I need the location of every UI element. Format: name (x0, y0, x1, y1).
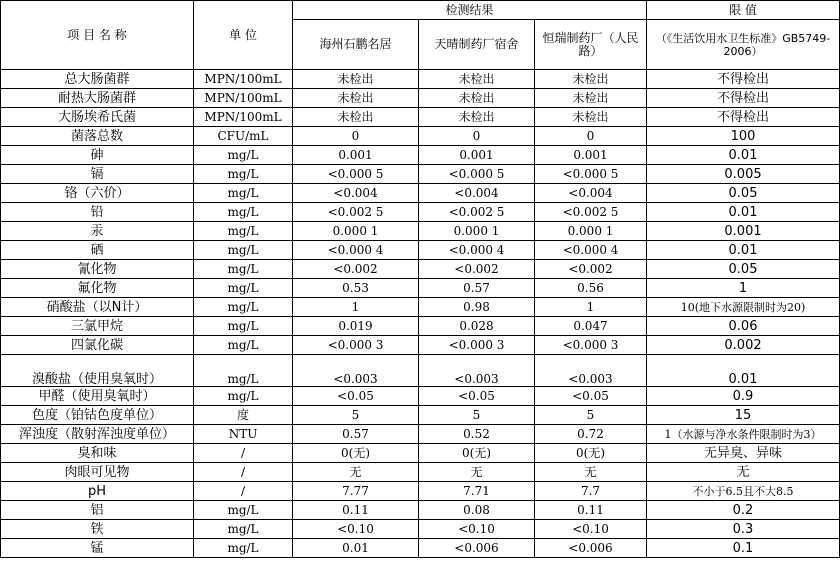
limit-cell: 15 (647, 406, 840, 425)
unit-cell: mg/L (194, 165, 293, 184)
item-cell: 臭和味 (1, 444, 194, 463)
result-site-2-cell: <0.10 (419, 520, 535, 539)
result-site-2-cell: <0.05 (419, 387, 535, 406)
unit-cell: / (194, 463, 293, 482)
limit-cell: 不得检出 (647, 108, 840, 127)
result-site-1-cell: <0.05 (293, 387, 419, 406)
unit-cell: / (194, 444, 293, 463)
result-site-1-cell: 0.000 1 (293, 222, 419, 241)
limit-cell: 0.2 (647, 501, 840, 520)
limit-cell: 0.01 (647, 241, 840, 260)
result-site-2-cell: 未检出 (419, 89, 535, 108)
result-site-1-cell: 0.01 (293, 539, 419, 558)
item-cell: 锰 (1, 539, 194, 558)
result-site-2-cell: <0.006 (419, 539, 535, 558)
result-site-1-cell: <0.004 (293, 184, 419, 203)
limit-cell: 0.01 (647, 146, 840, 165)
table-row (1, 317, 840, 336)
result-site-2-cell: 未检出 (419, 108, 535, 127)
item-cell: 氰化物 (1, 260, 194, 279)
table-row (1, 127, 840, 146)
table-row (1, 89, 840, 108)
item-cell: 耐热大肠菌群 (1, 89, 194, 108)
item-cell: 镉 (1, 165, 194, 184)
table-row (1, 425, 840, 444)
table-row (1, 539, 840, 558)
limit-cell: 0.002 (647, 336, 840, 355)
item-cell: 大肠埃希氏菌 (1, 108, 194, 127)
item-cell: 铝 (1, 501, 194, 520)
table-row (1, 165, 840, 184)
unit-cell: mg/L (194, 298, 293, 317)
result-site-1-cell: <0.10 (293, 520, 419, 539)
limit-cell: 0.001 (647, 222, 840, 241)
result-site-1-cell: 0.001 (293, 146, 419, 165)
limit-cell: 0.05 (647, 184, 840, 203)
table-row (1, 298, 840, 317)
table-row (1, 184, 840, 203)
result-site-2-cell: <0.004 (419, 184, 535, 203)
unit-cell: mg/L (194, 539, 293, 558)
result-site-3-cell: 0.56 (535, 279, 647, 298)
item-cell: 三氯甲烷 (1, 317, 194, 336)
result-site-3-cell: 0.001 (535, 146, 647, 165)
table-row (1, 444, 840, 463)
unit-cell: mg/L (194, 222, 293, 241)
result-site-1-cell: 未检出 (293, 89, 419, 108)
result-site-2-cell: 0.001 (419, 146, 535, 165)
table-body (1, 70, 840, 558)
result-site-2-cell: <0.000 3 (419, 336, 535, 355)
table-row (1, 241, 840, 260)
unit-cell: mg/L (194, 279, 293, 298)
limit-cell: 0.3 (647, 520, 840, 539)
limit-cell: 无 (647, 463, 840, 482)
unit-cell: mg/L (194, 355, 293, 387)
table-row (1, 222, 840, 241)
header-unit: 单 位 (194, 1, 293, 70)
result-site-3-cell: <0.10 (535, 520, 647, 539)
table-row (1, 501, 840, 520)
unit-cell: mg/L (194, 387, 293, 406)
limit-cell: 0.005 (647, 165, 840, 184)
result-site-2-cell: 5 (419, 406, 535, 425)
result-site-3-cell: 未检出 (535, 89, 647, 108)
result-site-1-cell: 无 (293, 463, 419, 482)
header-limit-standard: （《生活饮用水卫生标准》GB5749-2006） (647, 20, 840, 70)
result-site-3-cell: <0.002 5 (535, 203, 647, 222)
result-site-1-cell: <0.000 5 (293, 165, 419, 184)
unit-cell: 度 (194, 406, 293, 425)
item-cell: 铁 (1, 520, 194, 539)
result-site-2-cell: 7.71 (419, 482, 535, 501)
limit-cell: 1 (647, 279, 840, 298)
unit-cell: MPN/100mL (194, 89, 293, 108)
result-site-3-cell: <0.004 (535, 184, 647, 203)
result-site-2-cell: 0(无) (419, 444, 535, 463)
result-site-3-cell: 1 (535, 298, 647, 317)
result-site-2-cell: <0.002 5 (419, 203, 535, 222)
result-site-3-cell: <0.003 (535, 355, 647, 387)
item-cell: 溴酸盐（使用臭氧时） (1, 355, 194, 387)
result-site-3-cell: 0.000 1 (535, 222, 647, 241)
result-site-1-cell: 0.53 (293, 279, 419, 298)
result-site-1-cell: 0.019 (293, 317, 419, 336)
item-cell: pH (1, 482, 194, 501)
result-site-1-cell: <0.000 3 (293, 336, 419, 355)
item-cell: 肉眼可见物 (1, 463, 194, 482)
result-site-2-cell: 0.98 (419, 298, 535, 317)
unit-cell: mg/L (194, 520, 293, 539)
result-site-1-cell: 0 (293, 127, 419, 146)
result-site-1-cell: 1 (293, 298, 419, 317)
item-cell: 四氯化碳 (1, 336, 194, 355)
table-row (1, 260, 840, 279)
limit-cell: 10(地下水源限制时为20) (647, 298, 840, 317)
result-site-3-cell: 0 (535, 127, 647, 146)
result-site-3-cell: <0.000 3 (535, 336, 647, 355)
result-site-2-cell: <0.000 5 (419, 165, 535, 184)
item-cell: 硝酸盐（以N计） (1, 298, 194, 317)
result-site-2-cell: 无 (419, 463, 535, 482)
unit-cell: mg/L (194, 184, 293, 203)
result-site-2-cell: 0.028 (419, 317, 535, 336)
result-site-1-cell: <0.002 5 (293, 203, 419, 222)
header-limit-title: 限 值 (647, 1, 840, 20)
result-site-2-cell: 0 (419, 127, 535, 146)
header-item: 项 目 名 称 (1, 1, 194, 70)
unit-cell: mg/L (194, 317, 293, 336)
table-row (1, 336, 840, 355)
item-cell: 铅 (1, 203, 194, 222)
result-site-1-cell: 未检出 (293, 108, 419, 127)
result-site-3-cell: <0.002 (535, 260, 647, 279)
result-site-2-cell: <0.002 (419, 260, 535, 279)
item-cell: 汞 (1, 222, 194, 241)
unit-cell: mg/L (194, 241, 293, 260)
limit-cell: 不得检出 (647, 70, 840, 89)
table-row (1, 520, 840, 539)
unit-cell: mg/L (194, 501, 293, 520)
limit-cell: 0.05 (647, 260, 840, 279)
result-site-1-cell: <0.003 (293, 355, 419, 387)
item-cell: 砷 (1, 146, 194, 165)
result-site-2-cell: 0.000 1 (419, 222, 535, 241)
limit-cell: 0.01 (647, 203, 840, 222)
result-site-3-cell: 5 (535, 406, 647, 425)
unit-cell: MPN/100mL (194, 108, 293, 127)
header-site-2: 天晴制药厂宿舍 (419, 20, 535, 70)
result-site-2-cell: 未检出 (419, 70, 535, 89)
table-row (1, 70, 840, 89)
result-site-3-cell: <0.000 4 (535, 241, 647, 260)
unit-cell: MPN/100mL (194, 70, 293, 89)
limit-cell: 0.01 (647, 355, 840, 387)
result-site-3-cell: 0(无) (535, 444, 647, 463)
result-site-3-cell: 无 (535, 463, 647, 482)
header-site-3: 恒瑞制药厂（人民路） (535, 20, 647, 70)
table-row (1, 463, 840, 482)
table-row (1, 406, 840, 425)
header-site-1: 海州石鹏名居 (293, 20, 419, 70)
table-row (1, 482, 840, 501)
limit-cell: 1（水源与净水条件限制时为3） (647, 425, 840, 444)
result-site-3-cell: 0.11 (535, 501, 647, 520)
result-site-1-cell: <0.002 (293, 260, 419, 279)
unit-cell: CFU/mL (194, 127, 293, 146)
result-site-3-cell: <0.05 (535, 387, 647, 406)
unit-cell: mg/L (194, 203, 293, 222)
result-site-2-cell: <0.003 (419, 355, 535, 387)
unit-cell: mg/L (194, 336, 293, 355)
item-cell: 氟化物 (1, 279, 194, 298)
result-site-1-cell: 5 (293, 406, 419, 425)
unit-cell: / (194, 482, 293, 501)
header-results: 检测结果 (293, 1, 647, 20)
limit-cell: 不小于6.5且不大8.5 (647, 482, 840, 501)
table-row (1, 146, 840, 165)
result-site-3-cell: 未检出 (535, 108, 647, 127)
limit-cell: 0.06 (647, 317, 840, 336)
table-row (1, 387, 840, 406)
table-row (1, 279, 840, 298)
limit-cell: 100 (647, 127, 840, 146)
result-site-3-cell: 7.7 (535, 482, 647, 501)
limit-cell: 0.1 (647, 539, 840, 558)
result-site-2-cell: 0.57 (419, 279, 535, 298)
table-row (1, 355, 840, 387)
result-site-2-cell: <0.000 4 (419, 241, 535, 260)
limit-cell: 不得检出 (647, 89, 840, 108)
result-site-3-cell: 0.047 (535, 317, 647, 336)
item-cell: 硒 (1, 241, 194, 260)
unit-cell: mg/L (194, 260, 293, 279)
unit-cell: NTU (194, 425, 293, 444)
item-cell: 甲醛（使用臭氧时） (1, 387, 194, 406)
result-site-1-cell: <0.000 4 (293, 241, 419, 260)
result-site-1-cell: 7.77 (293, 482, 419, 501)
result-site-2-cell: 0.08 (419, 501, 535, 520)
result-site-1-cell: 0.57 (293, 425, 419, 444)
unit-cell: mg/L (194, 146, 293, 165)
result-site-1-cell: 0(无) (293, 444, 419, 463)
item-cell: 色度（铂钴色度单位） (1, 406, 194, 425)
result-site-3-cell: 未检出 (535, 70, 647, 89)
item-cell: 铬（六价） (1, 184, 194, 203)
result-site-3-cell: <0.000 5 (535, 165, 647, 184)
table-row (1, 108, 840, 127)
table-row (1, 203, 840, 222)
item-cell: 总大肠菌群 (1, 70, 194, 89)
item-cell: 浑浊度（散射浑浊度单位） (1, 425, 194, 444)
limit-cell: 0.9 (647, 387, 840, 406)
result-site-3-cell: <0.006 (535, 539, 647, 558)
result-site-2-cell: 0.52 (419, 425, 535, 444)
limit-cell: 无异臭、异味 (647, 444, 840, 463)
result-site-3-cell: 0.72 (535, 425, 647, 444)
item-cell: 菌落总数 (1, 127, 194, 146)
result-site-1-cell: 0.11 (293, 501, 419, 520)
result-site-1-cell: 未检出 (293, 70, 419, 89)
